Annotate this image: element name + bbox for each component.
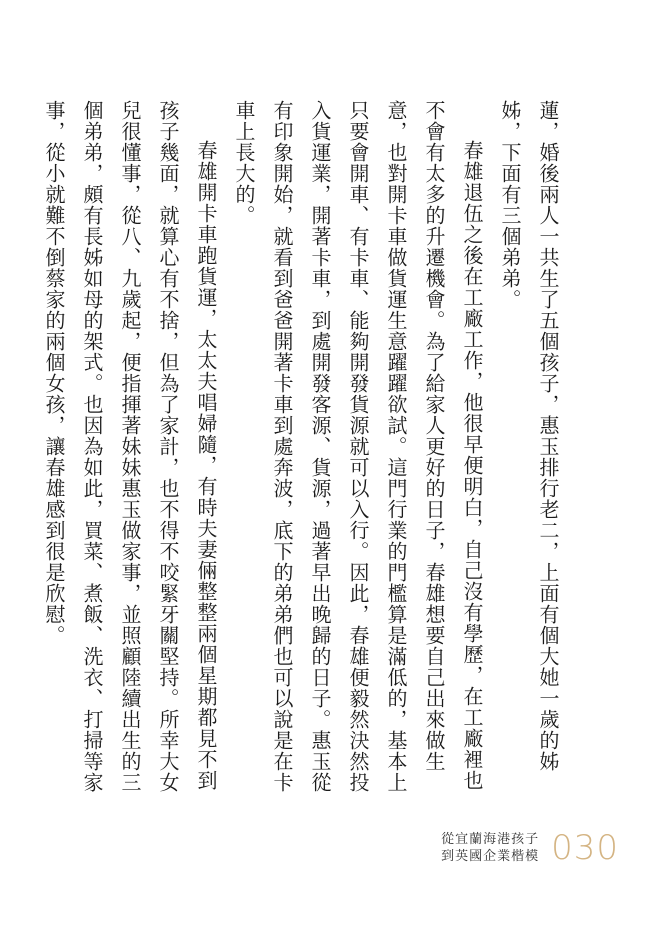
running-title-line-1: 從宜蘭海港孩子 (441, 832, 540, 847)
paragraph-1: 蓮，婚後兩人一共生了五個孩子，惠玉排行老二，上面有個大她一歲的姊姊，下面有三個弟弟。 (498, 100, 560, 772)
page-footer (441, 828, 619, 868)
running-title-line-2: 到英國企業楷模 (441, 849, 540, 864)
paragraph-3: 春雄開卡車跑貨運，太太夫唱婦隨，有時夫妻倆整整兩個星期都見不到孩子幾面，就算心有不捨，但為了家計，也不得不咬緊牙關堅持。所幸大女兒很懂事，從八、九歲起，便指揮著妹妹惠玉做家事，並照顧陸續出生的三個弟弟，頗有長姊如母的架式。也因為如此，買菜、煮飯、洗衣、打掃等家事，從小就難不倒蔡家的兩個女孩，讓春雄感到很是欣慰。 (42, 100, 218, 793)
running-title (441, 831, 539, 865)
body-text (35, 100, 567, 800)
page-number: 030 (551, 828, 619, 868)
paragraph-2: 春雄退伍之後在工廠工作，他很早便明白，自己沒有學歷，在工廠裡也不會有太多的升遷機會。為了給家人更好的日子，春雄想要自己出來做生意，也對開卡車做貨運生意躍躍欲試。這門行業的門檻算是滿低的，基本上只要會開車、有卡車、能夠開發貨源就可以入行。因此，春雄便毅然決然投入貨運業，開著卡車，到處開發客源、貨源，過著早出晚歸的日子。惠玉從有印象開始，就看到爸爸開著卡車到處奔波，底下的弟弟們也可以說是在卡車上長大的。 (232, 100, 484, 793)
